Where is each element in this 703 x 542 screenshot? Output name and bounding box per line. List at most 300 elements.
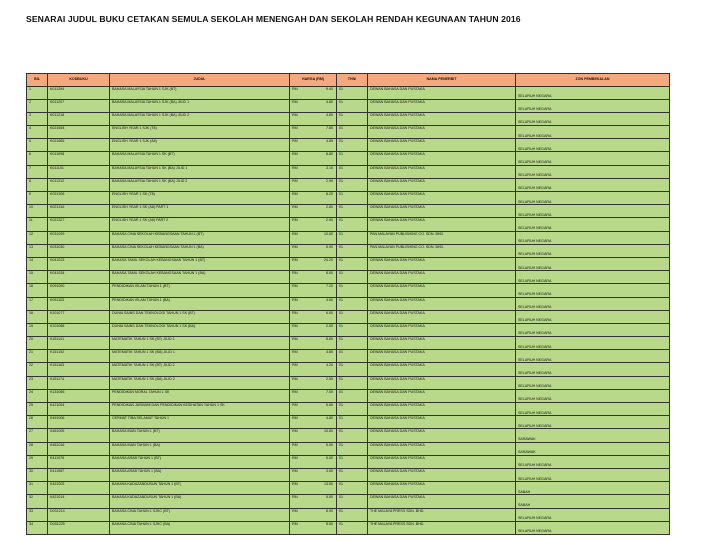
table-row [27,337,670,350]
table-row [27,429,670,442]
table-row [27,192,670,205]
price-value: 4.80 [326,416,333,421]
cell-penerbit: DEWAN BAHASA DAN PUSTAKA [368,297,516,310]
table-row [27,297,670,310]
price-value: 5.60 [326,403,333,407]
price-value: 5.90 [326,244,333,249]
currency-label: RM [292,218,298,223]
table-row [27,482,670,495]
cell-judul: MATEMATIK TAHUN 1 SK (BA) JILID 2 [110,376,290,389]
cell-bil: 14 [27,257,48,270]
cell-harga [290,205,337,218]
currency-label: RM [292,244,298,249]
cell-zon: SELURUH NEGARA [516,178,670,191]
currency-label: RM [292,495,298,500]
table-row [27,416,670,429]
price-value: 2.90 [326,218,333,223]
cell-bil: 19 [27,323,48,336]
price-value: 5.80 [326,337,333,342]
price-value: 24.20 [324,257,333,262]
table-row [27,244,670,257]
currency-label: RM [292,257,298,262]
cell-judul: BAHASA MALAYSIA TAHUN 1 SK (BA) JILID 2 [110,178,290,191]
cell-judul: MATEMATIK TAHUN 1 SK (BT) JILID 1 [110,337,290,350]
cell-bil: 16 [27,284,48,297]
table-row [27,218,670,231]
cell-penerbit: DEWAN BAHASA DAN PUSTAKA [368,389,516,402]
cell-harga [290,389,337,402]
currency-label: RM [292,271,298,276]
cell-thn: 01 [337,244,368,257]
cell-thn: 01 [337,468,368,481]
cell-bil: 5 [27,139,48,152]
cell-zon: SELURUH NEGARA [516,350,670,363]
cell-zon: SELURUH NEGARA [516,323,670,336]
cell-judul: BAHASA KADAZANDUSUN TAHUN 1 (BA) [110,495,290,508]
cell-harga [290,323,337,336]
table-row [27,508,670,521]
cell-kodbuku: K461005 [48,429,110,442]
cell-kodbuku: K421054 [48,403,110,416]
cell-judul: BAHASA MALAYSIA TAHUN 1 SJK (BA) JILID 2 [110,112,290,125]
cell-bil: 4 [27,126,48,139]
currency-label: RM [292,455,298,460]
price-value: 4.85 [326,139,333,144]
cell-kodbuku: K151141 [48,337,110,350]
header-thn: THN/ [337,74,368,87]
cell-judul: BAHASA ARAB TAHUN 1 (BA) [110,468,290,481]
cell-penerbit: DEWAN BAHASA DAN PUSTAKA [368,99,516,112]
table-row [27,284,670,297]
cell-bil: 22 [27,363,48,376]
currency-label: RM [292,86,298,91]
cell-judul: BAHASA TAMIL SEKOLAH KEBANGSAAN TAHUN 1 (BT) [110,257,290,270]
cell-kodbuku: D031214 [48,508,110,521]
cell-harga [290,455,337,468]
table-row [27,165,670,178]
cell-zon: SARAWAK [516,429,670,442]
cell-bil: 25 [27,403,48,416]
cell-zon: SABAH [516,482,670,495]
cell-zon: SABAH [516,495,670,508]
table-row [27,455,670,468]
price-value: 2.50 [326,323,333,328]
cell-bil: 21 [27,350,48,363]
cell-thn: 01 [337,363,368,376]
currency-label: RM [292,521,298,526]
cell-thn: 01 [337,508,368,521]
cell-penerbit: THE MALAYA PRESS SDN. BHD. [368,521,516,534]
cell-kodbuku: K151152 [48,350,110,363]
currency-label: RM [292,192,298,196]
cell-zon: SELURUH NEGARA [516,231,670,244]
price-value: 7.00 [326,389,333,394]
cell-bil: 17 [27,297,48,310]
cell-judul: BAHASA MALAYSIA TAHUN 1 SJK (BT) [110,86,290,99]
cell-zon: SELURUH NEGARA [516,455,670,468]
cell-kodbuku: K021654 [48,126,110,139]
cell-kodbuku: K021316 [48,205,110,218]
cell-bil: 1 [27,86,48,99]
cell-thn: 01 [337,86,368,99]
cell-judul: MATEMATIK TAHUN 1 SK (BT) JILID 2 [110,363,290,376]
price-value: 4.80 [326,99,333,104]
cell-bil: 24 [27,389,48,402]
cell-thn: 01 [337,297,368,310]
cell-judul: DUNIA SAINS DAN TEKNOLOGI TAHUN 1 SK (BT) [110,310,290,323]
cell-bil: 15 [27,271,48,284]
cell-harga [290,297,337,310]
cell-penerbit: DEWAN BAHASA DAN PUSTAKA [368,350,516,363]
cell-judul: ENGLISH YEAR 1 SK (A8) PART 2 [110,218,290,231]
cell-penerbit: DEWAN BAHASA DAN PUSTAKA [368,139,516,152]
cell-zon: SARAWAK [516,442,670,455]
cell-penerbit: DEWAN BAHASA DAN PUSTAKA [368,455,516,468]
cell-bil: 33 [27,508,48,521]
cell-zon: SELURUH NEGARA [516,389,670,402]
currency-label: RM [292,310,298,315]
price-value: 7.80 [326,126,333,131]
currency-label: RM [292,442,298,447]
price-value: 8.80 [326,152,333,157]
cell-thn: 01 [337,389,368,402]
currency-label: RM [292,205,298,210]
price-value: 8.00 [326,271,333,276]
table-row [27,205,670,218]
currency-label: RM [292,482,298,487]
cell-bil: 11 [27,218,48,231]
price-value: 10.80 [324,429,333,434]
cell-kodbuku: K011101 [48,165,110,178]
currency-label: RM [292,231,298,236]
cell-harga [290,126,337,139]
cell-harga [290,284,337,297]
cell-kodbuku: K011218 [48,112,110,125]
cell-thn: 01 [337,139,368,152]
price-value: 9.40 [326,86,333,91]
cell-zon: SELURUH NEGARA [516,271,670,284]
cell-judul: ENGLISH YEAR 1 SJK (A8) [110,139,290,152]
cell-zon: SELURUH NEGARA [516,284,670,297]
currency-label: RM [292,468,298,473]
price-value: 3.60 [326,468,333,473]
currency-label: RM [292,350,298,355]
cell-bil: 9 [27,192,48,205]
cell-thn: 01 [337,403,368,416]
cell-harga [290,152,337,165]
table-row [27,468,670,481]
cell-judul: BAHASA MALAYSIA TAHUN 1 SJK (BA) JILID 1 [110,99,290,112]
cell-kodbuku: K021305 [48,192,110,205]
cell-thn: 01 [337,284,368,297]
cell-harga [290,350,337,363]
price-value: 5.00 [326,455,333,460]
cell-zon: SELURUH NEGARA [516,416,670,429]
cell-zon: SELURUH NEGARA [516,468,670,481]
table-row [27,376,670,389]
cell-penerbit: DEWAN BAHASA DAN PUSTAKA [368,416,516,429]
cell-zon: SELURUH NEGARA [516,126,670,139]
cell-thn: 01 [337,495,368,508]
price-value: 10.60 [324,231,333,236]
cell-bil: 28 [27,442,48,455]
cell-judul: BAHASA CINA TAHUN 1 SJKC (BA) [110,521,290,534]
cell-zon: SELURUH NEGARA [516,363,670,376]
cell-harga [290,310,337,323]
currency-label: RM [292,126,298,131]
cell-kodbuku: K151174 [48,376,110,389]
table-row [27,86,670,99]
cell-bil: 29 [27,455,48,468]
table-header-row [27,74,670,87]
cell-harga [290,271,337,284]
cell-bil: 23 [27,376,48,389]
cell-harga [290,139,337,152]
cell-bil: 6 [27,152,48,165]
header-harga: HARGA (RM) [290,74,337,87]
cell-kodbuku: K411076 [48,455,110,468]
table-row [27,126,670,139]
cell-thn: 01 [337,126,368,139]
cell-thn: 01 [337,152,368,165]
cell-judul: ENGLISH YEAR 1 SJK (T8) [110,126,290,139]
cell-harga [290,521,337,534]
cell-harga [290,442,337,455]
currency-label: RM [292,337,298,342]
cell-kodbuku: K461016 [48,442,110,455]
currency-label: RM [292,416,298,421]
header-kodbuku: KODBUKU [48,74,110,87]
price-value: 4.80 [326,350,333,355]
cell-harga [290,218,337,231]
cell-kodbuku: D031225 [48,521,110,534]
cell-judul: DUNIA SAINS DAN TEKNOLOGI TAHUN 1 SK (BA) [110,323,290,336]
cell-bil: 2 [27,99,48,112]
cell-thn: 01 [337,482,368,495]
cell-judul: BAHASA MALAYSIA TAHUN 1 SK (BA) JILID 1 [110,165,290,178]
cell-zon: SELURUH NEGARA [516,508,670,521]
cell-judul: BAHASA CINA SEKOLAH KEBANGSAAN TAHUN 1 (BA) [110,244,290,257]
cell-harga [290,178,337,191]
cell-harga [290,86,337,99]
cell-penerbit: DEWAN BAHASA DAN PUSTAKA [368,205,516,218]
cell-kodbuku: K091090 [48,284,110,297]
cell-judul: BAHASA CINA SEKOLAH KEBANGSAAN TAHUN 1 (BT) [110,231,290,244]
cell-judul: ENGLISH YEAR 1 SK (A8) PART 1 [110,205,290,218]
cell-zon: SELURUH NEGARA [516,165,670,178]
cell-harga [290,508,337,521]
cell-kodbuku: K021327 [48,218,110,231]
cell-judul: BAHASA CINA TAHUN 1 SJKC (BT) [110,508,290,521]
table-row [27,521,670,534]
cell-kodbuku: K011098 [48,152,110,165]
cell-thn: 01 [337,192,368,205]
cell-kodbuku: K101077 [48,310,110,323]
cell-penerbit: DEWAN BAHASA DAN PUSTAKA [368,482,516,495]
currency-label: RM [292,297,298,302]
currency-label: RM [292,389,298,394]
table-row [27,403,670,416]
table-row [27,231,670,244]
cell-penerbit: DEWAN BAHASA DAN PUSTAKA [368,165,516,178]
cell-thn: 01 [337,416,368,429]
cell-kodbuku: K021665 [48,139,110,152]
cell-penerbit: DEWAN BAHASA DAN PUSTAKA [368,112,516,125]
cell-penerbit: PAN MALAYAN PUBLISHING CO. SDN. BHD. [368,231,516,244]
cell-kodbuku: K041034 [48,271,110,284]
cell-penerbit: DEWAN BAHASA DAN PUSTAKA [368,218,516,231]
cell-thn: 01 [337,310,368,323]
price-value: 2.80 [326,205,333,210]
cell-penerbit: DEWAN BAHASA DAN PUSTAKA [368,310,516,323]
cell-thn: 01 [337,165,368,178]
cell-zon: SELURUH NEGARA [516,297,670,310]
cell-bil: 27 [27,429,48,442]
cell-kodbuku: K421014 [48,495,110,508]
cell-penerbit: DEWAN BAHASA DAN PUSTAKA [368,363,516,376]
cell-harga [290,99,337,112]
cell-thn: 01 [337,337,368,350]
currency-label: RM [292,284,298,289]
cell-judul: MATEMATIK TAHUN 1 SK (BA) JILID 1 [110,350,290,363]
cell-zon: SELURUH NEGARA [516,205,670,218]
cell-judul: BAHASA ARAB TAHUN 1 (BT) [110,455,290,468]
currency-label: RM [292,112,298,117]
cell-penerbit: DEWAN BAHASA DAN PUSTAKA [368,442,516,455]
cell-kodbuku: K491006 [48,416,110,429]
price-value: 7.20 [326,284,333,289]
cell-kodbuku: K011207 [48,99,110,112]
cell-harga [290,231,337,244]
cell-thn: 01 [337,376,368,389]
cell-zon: SELURUH NEGARA [516,152,670,165]
cell-penerbit: DEWAN BAHASA DAN PUSTAKA [368,126,516,139]
currency-label: RM [292,508,298,513]
table-row [27,442,670,455]
cell-harga [290,416,337,429]
price-value: 8.90 [326,508,333,513]
cell-bil: 7 [27,165,48,178]
cell-kodbuku: K421003 [48,482,110,495]
cell-judul: PENDIDIKAN MORAL TAHUN 1 SK [110,389,290,402]
cell-penerbit: DEWAN BAHASA DAN PUSTAKA [368,192,516,205]
price-value: 5.50 [326,495,333,500]
cell-judul: PENDIDIKAN ISLAM TAHUN 1 (BA) [110,297,290,310]
cell-thn: 01 [337,455,368,468]
table-row [27,112,670,125]
price-value: 2.50 [326,376,333,381]
price-value: 13.00 [324,482,333,487]
cell-harga [290,363,337,376]
cell-harga [290,257,337,270]
cell-harga [290,112,337,125]
cell-penerbit: DEWAN BAHASA DAN PUSTAKA [368,403,516,416]
cell-kodbuku: K101088 [48,323,110,336]
cell-thn: 01 [337,99,368,112]
cell-kodbuku: K011312 [48,178,110,191]
cell-penerbit: DEWAN BAHASA DAN PUSTAKA [368,495,516,508]
price-value: 6.00 [326,310,333,315]
cell-kodbuku: K131066 [48,389,110,402]
cell-penerbit: DEWAN BAHASA DAN PUSTAKA [368,152,516,165]
currency-label: RM [292,403,298,407]
cell-kodbuku: K031029 [48,231,110,244]
cell-zon: SELURUH NEGARA [516,376,670,389]
cell-zon: SELURUH NEGARA [516,310,670,323]
header-judul: JUDUL [110,74,290,87]
cell-bil: 26 [27,416,48,429]
cell-bil: 30 [27,468,48,481]
cell-bil: 31 [27,482,48,495]
table-row [27,363,670,376]
cell-harga [290,192,337,205]
currency-label: RM [292,99,298,104]
cell-kodbuku: K411087 [48,468,110,481]
cell-judul: ENGLISH YEAR 1 SK (T8) [110,192,290,205]
cell-penerbit: THE MALAYA PRESS SDN. BHD. [368,508,516,521]
cell-zon: SELURUH NEGARA [516,257,670,270]
table-row [27,139,670,152]
cell-thn: 01 [337,218,368,231]
cell-harga [290,337,337,350]
cell-zon: SELURUH NEGARA [516,403,670,416]
cell-judul: BAHASA IBAN TAHUN 1 (BT) [110,429,290,442]
cell-kodbuku: K091103 [48,297,110,310]
cell-judul: BAHASA KADAZANDUSUN TAHUN 1 (BT) [110,482,290,495]
price-value: 4.20 [326,363,333,368]
currency-label: RM [292,363,298,368]
cell-bil: 34 [27,521,48,534]
price-value: 4.60 [326,297,333,302]
cell-thn: 01 [337,231,368,244]
header-zon: ZON PEMBEKALAN [516,74,670,87]
price-value: 5.50 [326,521,333,526]
cell-penerbit: DEWAN BAHASA DAN PUSTAKA [368,376,516,389]
price-value: 8.20 [326,192,333,196]
book-list-table [26,73,670,535]
currency-label: RM [292,139,298,144]
table-row [27,389,670,402]
price-value: 2.90 [326,178,333,183]
cell-judul: PENDIDIKAN JASMANI DAN PENDIDIKAN KESIHATAN TAHUN 1 SK [110,403,290,416]
table-row [27,350,670,363]
cell-bil: 10 [27,205,48,218]
currency-label: RM [292,376,298,381]
cell-judul: BAHASA MALAYSIA TAHUN 1 SK (BT) [110,152,290,165]
price-value: 4.80 [326,112,333,117]
table-row [27,271,670,284]
cell-zon: SELURUH NEGARA [516,86,670,99]
cell-judul: BAHASA TAMIL SEKOLAH KEBANGSAAN TAHUN 1 (BA) [110,271,290,284]
cell-bil: 8 [27,178,48,191]
cell-harga [290,429,337,442]
cell-kodbuku: K031030 [48,244,110,257]
cell-thn: 01 [337,271,368,284]
cell-harga [290,403,337,416]
cell-bil: 12 [27,231,48,244]
cell-thn: 01 [337,521,368,534]
cell-thn: 01 [337,350,368,363]
currency-label: RM [292,178,298,183]
cell-harga [290,244,337,257]
header-bil: BIL [27,74,48,87]
cell-penerbit: DEWAN BAHASA DAN PUSTAKA [368,257,516,270]
price-value: 3.10 [326,165,333,170]
currency-label: RM [292,429,298,434]
cell-bil: 20 [27,337,48,350]
cell-zon: SELURUH NEGARA [516,244,670,257]
header-penerbit: NAMA PENERBIT [368,74,516,87]
